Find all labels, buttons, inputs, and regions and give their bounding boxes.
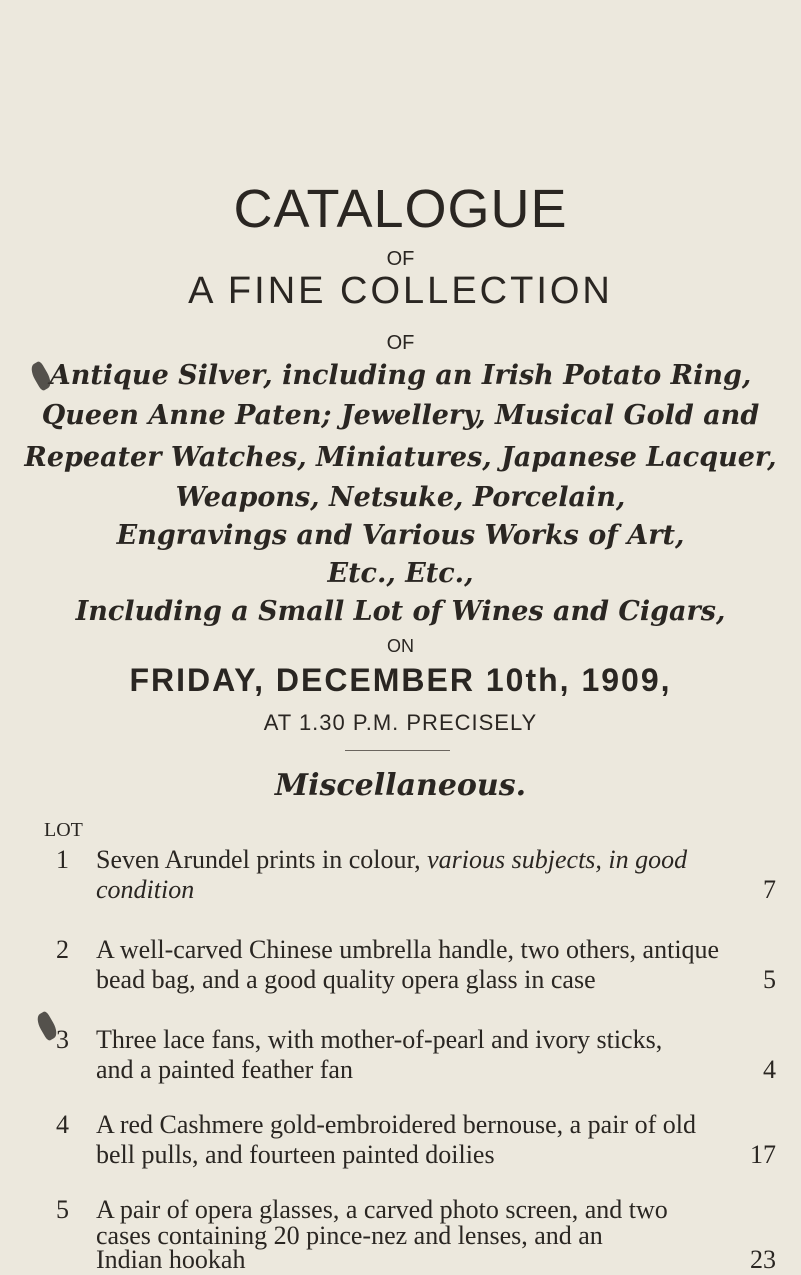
lot-description-line-1	[96, 845, 776, 875]
description-line: Repeater Watches, Miniatures, Japanese Lacquer,	[24, 442, 777, 473]
lot-description-line-1: A red Cashmere gold-embroidered bernouse, a pair of old	[96, 1110, 696, 1139]
section-heading: Miscellaneous.	[274, 768, 527, 803]
description-line: Etc., Etc.,	[327, 558, 474, 589]
lot-number: 3	[56, 1025, 69, 1054]
lot-price: 17	[750, 1140, 776, 1169]
collection-subtitle: A FINE COLLECTION	[188, 270, 613, 312]
lot-number: 5	[56, 1195, 69, 1224]
description-line: Engravings and Various Works of Art,	[116, 520, 685, 551]
lot-price: 5	[763, 965, 776, 994]
catalogue-title: CATALOGUE	[233, 179, 568, 239]
lot-description-line-2: cases containing 20 pince-nez and lenses, and an	[96, 1221, 603, 1250]
lot-price: 7	[763, 875, 776, 904]
lot-text-italic: condition	[96, 875, 195, 904]
lot-price: 4	[763, 1055, 776, 1084]
lot-text: Seven Arundel prints in colour,	[96, 845, 428, 874]
lot-description-line-2	[56, 875, 776, 905]
lot-item-line	[56, 875, 776, 905]
description-line: Antique Silver, including an Irish Potato Ring,	[49, 360, 752, 391]
lot-description-line-2: bell pulls, and fourteen painted doilies	[96, 1140, 495, 1169]
divider	[345, 750, 450, 751]
lot-description-line-1: A well-carved Chinese umbrella handle, two others, antique	[96, 935, 720, 964]
lot-item-line	[56, 1140, 776, 1170]
lot-text-italic: various subjects, in good	[427, 845, 688, 874]
description-line: Queen Anne Paten; Jewellery, Musical Gold and	[41, 400, 760, 431]
lot-number: 4	[56, 1110, 69, 1139]
lot-price: 23	[750, 1245, 776, 1274]
lot-description-line-1: A pair of opera glasses, a carved photo screen, and two	[96, 1195, 668, 1224]
description-line: Weapons, Netsuke, Porcelain,	[175, 482, 626, 513]
on-label: ON	[387, 636, 414, 656]
sale-date: FRIDAY, DECEMBER 10th, 1909,	[129, 662, 672, 698]
lot-description-line-2: and a painted feather fan	[96, 1055, 353, 1084]
lot-description-line-2: bead bag, and a good quality opera glass in case	[96, 965, 596, 994]
sale-time: AT 1.30 P.M. PRECISELY	[263, 710, 538, 735]
lot-description-line-3: Indian hookah	[96, 1245, 246, 1274]
lot-description-line-1: Three lace fans, with mother-of-pearl and ivory sticks,	[96, 1025, 663, 1054]
of-label-2: OF	[386, 332, 415, 354]
lot-number: 2	[56, 935, 69, 964]
description-line: Including a Small Lot of Wines and Cigars,	[75, 596, 726, 627]
lot-item-line	[56, 1245, 776, 1275]
lot-item-line	[56, 965, 776, 995]
of-label-1: OF	[386, 248, 415, 270]
lot-item-line	[56, 1055, 776, 1085]
lot-number: 1	[56, 845, 69, 874]
lot-column-label: LOT	[44, 819, 83, 841]
